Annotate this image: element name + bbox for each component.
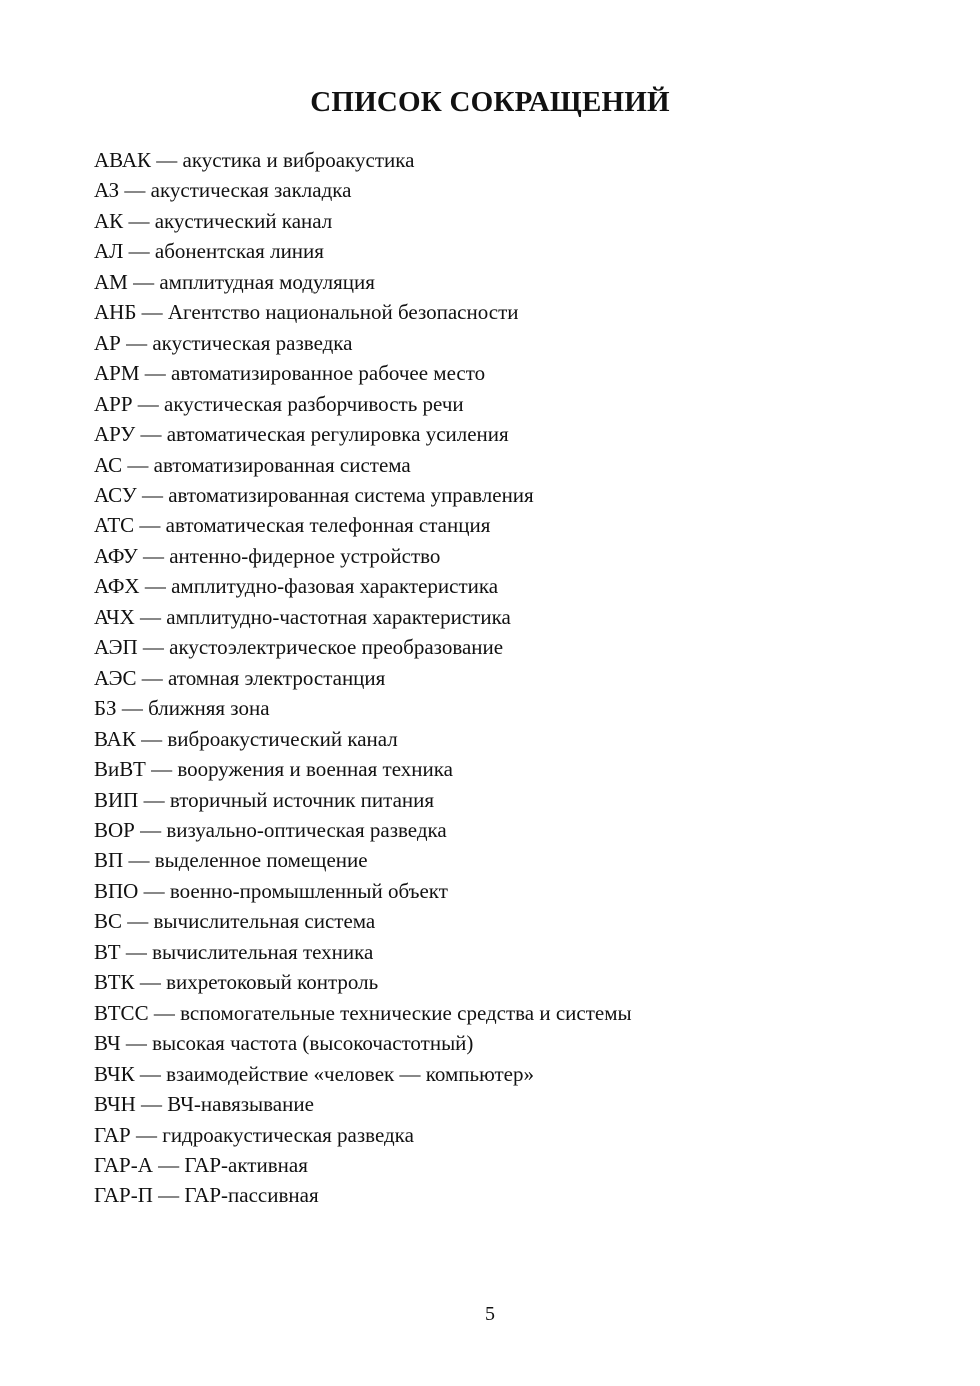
separator: — xyxy=(120,939,153,964)
list-item xyxy=(94,693,632,723)
separator: — xyxy=(123,239,155,264)
separator: — xyxy=(120,1031,153,1056)
separator: — xyxy=(138,787,170,812)
separator: — xyxy=(130,1122,163,1147)
abbreviation: ГАР-П xyxy=(94,1183,153,1208)
list-item xyxy=(94,541,632,571)
definition: абонентская линия xyxy=(154,239,324,264)
list-item xyxy=(94,571,632,601)
abbreviation: ВЧ xyxy=(94,1031,121,1056)
abbreviation: АФХ xyxy=(94,574,140,599)
definition: автоматизированная система управления xyxy=(168,482,534,507)
abbreviation: ВПО xyxy=(94,878,139,903)
abbreviation: ВТ xyxy=(94,939,121,964)
separator: — xyxy=(136,665,169,690)
definition: автоматизированное рабочее место xyxy=(171,361,486,386)
abbreviation: АРУ xyxy=(94,422,136,447)
definition: военно-промышленный объект xyxy=(169,878,448,903)
list-item xyxy=(94,602,632,632)
abbreviation: АРР xyxy=(94,391,133,416)
abbreviation: ВЧН xyxy=(94,1092,136,1117)
list-item xyxy=(94,967,632,997)
abbreviation: АВАК xyxy=(94,148,152,172)
separator: — xyxy=(136,482,169,507)
separator: — xyxy=(152,1183,185,1208)
separator: — xyxy=(132,391,165,416)
definition: ВЧ-навязывание xyxy=(167,1092,314,1117)
definition: ГАР-пассивная xyxy=(184,1183,319,1208)
separator: — xyxy=(123,208,155,233)
list-item xyxy=(94,815,632,845)
definition: Агентство национальной безопасности xyxy=(167,300,519,325)
separator: — xyxy=(135,726,168,751)
separator: — xyxy=(134,1061,167,1086)
definition: вихретоковый контроль xyxy=(166,970,379,995)
definition: ближняя зона xyxy=(148,696,270,721)
definition: вспомогательные технические средства и системы xyxy=(180,1000,632,1025)
abbreviation: АЭС xyxy=(94,665,137,690)
list-item xyxy=(94,510,632,540)
definition: выделенное помещение xyxy=(154,848,368,873)
definition: акустический канал xyxy=(154,208,333,233)
definition: гидроакустическая разведка xyxy=(162,1122,414,1147)
abbreviation: ВАК xyxy=(94,726,136,751)
separator: — xyxy=(139,574,172,599)
list-item xyxy=(94,389,632,419)
list-item xyxy=(94,754,632,784)
definition: акустоэлектрическое преобразование xyxy=(169,635,504,660)
definition: акустическая разведка xyxy=(152,330,353,355)
abbreviation: АНБ xyxy=(94,300,137,325)
abbreviation: ВИП xyxy=(94,787,139,812)
list-item xyxy=(94,724,632,754)
abbreviation: АЛ xyxy=(94,239,124,264)
list-item xyxy=(94,937,632,967)
abbreviation: АЧХ xyxy=(94,604,135,629)
separator: — xyxy=(148,1000,181,1025)
list-item xyxy=(94,358,632,388)
abbreviation: АР xyxy=(94,330,121,355)
abbreviation: ВС xyxy=(94,909,123,934)
definition: акустическая закладка xyxy=(150,178,352,203)
definition: вторичный источник питания xyxy=(169,787,435,812)
definition: акустика и виброакустика xyxy=(182,148,415,172)
list-item xyxy=(94,267,632,297)
separator: — xyxy=(137,635,170,660)
definition: виброакустический канал xyxy=(167,726,398,751)
abbreviation: ГАР-А xyxy=(94,1152,153,1177)
definition: высокая частота (высокочастотный) xyxy=(152,1031,474,1056)
list-item xyxy=(94,419,632,449)
separator: — xyxy=(134,970,167,995)
separator: — xyxy=(123,848,155,873)
definition: антенно-фидерное устройство xyxy=(169,543,441,568)
page-number: 5 xyxy=(485,1303,495,1325)
definition: вычислительная система xyxy=(153,909,376,934)
list-item xyxy=(94,328,632,358)
list-item xyxy=(94,998,632,1028)
definition: амплитудная модуляция xyxy=(159,269,375,294)
abbreviation: ВТК xyxy=(94,970,135,995)
abbreviation: АТС xyxy=(94,513,135,538)
definition: амплитудно-частотная характеристика xyxy=(166,604,511,629)
abbreviation: АРМ xyxy=(94,361,140,386)
list-item xyxy=(94,845,632,875)
abbreviation: ВЧК xyxy=(94,1061,135,1086)
separator: — xyxy=(127,269,160,294)
definition: акустическая разборчивость речи xyxy=(164,391,464,416)
list-item xyxy=(94,663,632,693)
list-item xyxy=(94,785,632,815)
separator: — xyxy=(134,604,167,629)
definition: автоматизированная система xyxy=(153,452,411,477)
abbreviation: ВТСС xyxy=(94,1000,149,1025)
abbreviation: АЗ xyxy=(94,178,120,203)
separator: — xyxy=(122,452,154,477)
separator: — xyxy=(134,513,166,538)
list-item xyxy=(94,1028,632,1058)
definition: автоматическая регулировка усиления xyxy=(166,422,509,447)
list-item xyxy=(94,480,632,510)
list-item xyxy=(94,1059,632,1089)
abbreviation: ГАР xyxy=(94,1122,131,1147)
definition: вычислительная техника xyxy=(152,939,374,964)
definition: амплитудно-фазовая характеристика xyxy=(171,574,499,599)
list-item xyxy=(94,632,632,662)
abbreviation: ВиВТ xyxy=(94,757,146,782)
definition: вооружения и военная техника xyxy=(177,757,453,782)
abbreviation: АФУ xyxy=(94,543,138,568)
list-item xyxy=(94,876,632,906)
definition: ГАР-активная xyxy=(184,1152,308,1177)
separator: — xyxy=(151,148,183,172)
separator: — xyxy=(119,178,151,203)
list-item xyxy=(94,236,632,266)
page-title: СПИСОК СОКРАЩЕНИЙ xyxy=(310,86,670,118)
list-item xyxy=(94,145,632,175)
abbreviation: АЭП xyxy=(94,635,138,660)
abbreviation: АМ xyxy=(94,269,128,294)
separator: — xyxy=(116,696,149,721)
definition: атомная электростанция xyxy=(168,665,386,690)
list-item xyxy=(94,450,632,480)
list-item xyxy=(94,206,632,236)
separator: — xyxy=(136,300,168,325)
separator: — xyxy=(122,909,154,934)
abbreviation: БЗ xyxy=(94,696,117,721)
separator: — xyxy=(137,543,170,568)
abbreviation: АСУ xyxy=(94,482,137,507)
definition: автоматическая телефонная станция xyxy=(165,513,491,538)
separator: — xyxy=(120,330,153,355)
separator: — xyxy=(135,1092,168,1117)
separator: — xyxy=(134,817,167,842)
separator: — xyxy=(152,1152,185,1177)
abbreviation: ВП xyxy=(94,848,124,873)
separator: — xyxy=(135,422,167,447)
abbreviation: ВОР xyxy=(94,817,135,842)
separator: — xyxy=(138,878,170,903)
separator: — xyxy=(145,757,178,782)
abbreviation-list xyxy=(94,145,632,1211)
list-item xyxy=(94,906,632,936)
abbreviation: АС xyxy=(94,452,123,477)
definition: визуально-оптическая разведка xyxy=(166,817,447,842)
list-item xyxy=(94,297,632,327)
separator: — xyxy=(139,361,172,386)
definition: взаимодействие «человек — компьютер» xyxy=(166,1061,534,1086)
list-item xyxy=(94,1180,632,1210)
list-item xyxy=(94,1089,632,1119)
list-item xyxy=(94,1120,632,1150)
list-item xyxy=(94,175,632,205)
list-item xyxy=(94,1150,632,1180)
abbreviation: АК xyxy=(94,208,124,233)
